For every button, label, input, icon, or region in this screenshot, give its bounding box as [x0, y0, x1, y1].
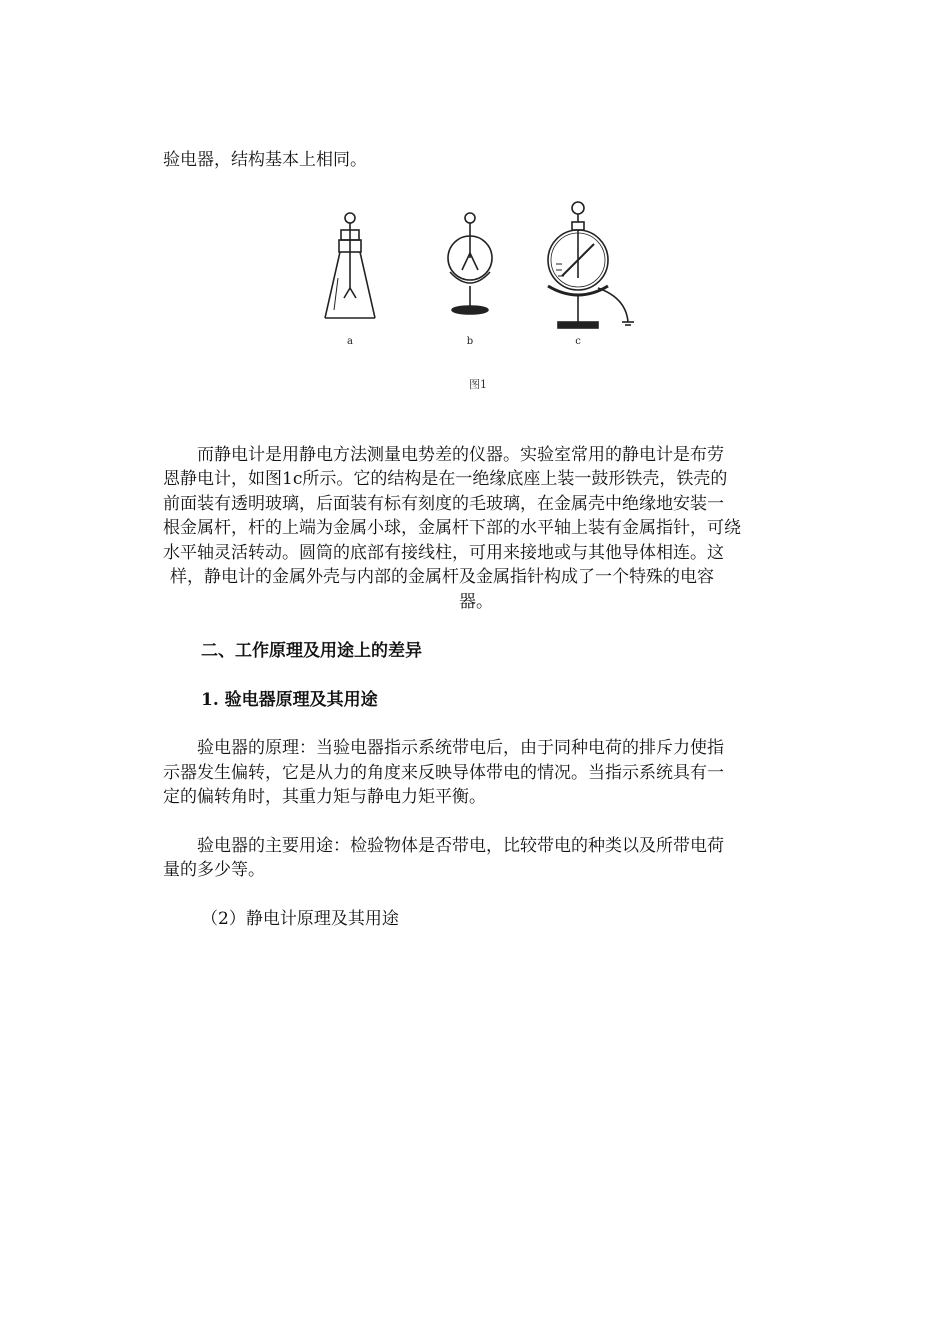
- paragraph-line: 验电器的原理：当验电器指示系统带电后，由于同种电荷的排斥力使指: [197, 738, 724, 758]
- paragraph-line: 前面装有透明玻璃，后面装有标有刻度的毛玻璃，在金属壳中绝缘地安装一: [163, 494, 724, 514]
- paragraph-line: 而静电计是用静电方法测量电势差的仪器。实验室常用的静电计是布劳: [197, 445, 724, 465]
- paragraph-line: 定的偏转角时，其重力矩与静电力矩平衡。: [163, 787, 486, 807]
- figure-label-a: a: [347, 336, 353, 347]
- paragraph-line: 样，静电计的金属外壳与内部的金属杆及金属指针构成了一个特殊的电容: [170, 567, 714, 587]
- paragraph-line: 器。: [459, 592, 493, 612]
- subheading-2: （2）静电计原理及其用途: [201, 909, 399, 929]
- paragraph-line: 验电器的主要用途：检验物体是否带电，比较带电的种类以及所带电荷: [197, 836, 724, 856]
- paragraph-line: 量的多少等。: [163, 860, 265, 880]
- paragraph-line: 根金属杆，杆的上端为金属小球，金属杆下部的水平轴上装有金属指针，可绕: [163, 518, 741, 538]
- intro-line: 验电器，结构基本上相同。: [163, 150, 367, 170]
- subheading-1: 1. 验电器原理及其用途: [201, 690, 378, 710]
- electroscope-b-drawing: [448, 213, 492, 314]
- figure-label-c: c: [575, 336, 581, 347]
- figure-illustration: [300, 198, 640, 398]
- paragraph-line: 示器发生偏转，它是从力的角度来反映导体带电的情况。当指示系统具有一: [163, 763, 724, 783]
- electrometer-c-drawing: [548, 202, 634, 328]
- electroscope-a-drawing: [325, 213, 375, 318]
- figure-caption: 图1: [469, 378, 487, 391]
- figure-1: [300, 198, 640, 398]
- section-heading: 二、工作原理及用途上的差异: [201, 641, 422, 661]
- paragraph-line: 水平轴灵活转动。圆筒的底部有接线柱，可用来接地或与其他导体相连。这: [163, 543, 724, 563]
- paragraph-line: 恩静电计，如图1c所示。它的结构是在一绝缘底座上装一鼓形铁壳，铁壳的: [163, 469, 728, 489]
- figure-label-b: b: [466, 336, 474, 347]
